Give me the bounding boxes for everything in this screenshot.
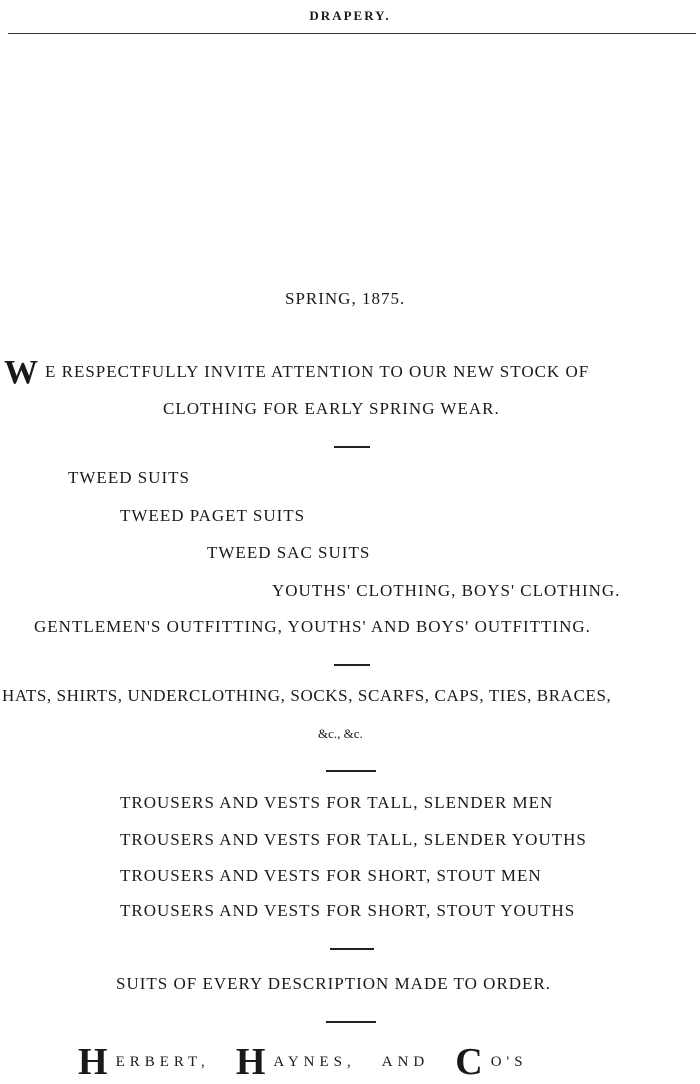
suit-line: TWEED SUITS	[68, 468, 190, 487]
date-line: SPRING, 1875.	[285, 289, 406, 308]
firm-name	[78, 1040, 528, 1084]
trousers-line: TROUSERS AND VESTS FOR SHORT, STOUT YOUTHS	[120, 901, 576, 920]
initial-h-herbert: H	[78, 1041, 108, 1083]
intro-second-line: CLOTHING FOR EARLY SPRING WEAR.	[163, 399, 500, 418]
and-text: AND	[381, 1054, 430, 1070]
intro-text: E RESPECTFULLY INVITE ATTENTION TO OUR NEW STOCK OF	[45, 362, 590, 381]
herbert-text: ERBERT,	[115, 1054, 210, 1070]
hats-line: HATS, SHIRTS, UNDERCLOTHING, SOCKS, SCARFS, CAPS, TIES, BRACES,	[2, 686, 612, 705]
divider	[326, 1021, 376, 1023]
suit-line: TWEED SAC SUITS	[207, 543, 371, 562]
divider	[326, 770, 376, 772]
drop-cap: W	[4, 354, 39, 391]
trousers-line: TROUSERS AND VESTS FOR TALL, SLENDER MEN	[120, 793, 554, 812]
intro-line	[4, 356, 589, 390]
header-rule	[8, 33, 696, 34]
initial-h-haynes: H	[235, 1041, 266, 1083]
suit-line: YOUTHS' CLOTHING, BOYS' CLOTHING.	[272, 581, 621, 600]
divider	[330, 948, 374, 950]
suit-line: GENTLEMEN'S OUTFITTING, YOUTHS' AND BOYS' OUTFITTING.	[34, 617, 591, 636]
co-text: O'S	[490, 1054, 528, 1070]
trousers-line: TROUSERS AND VESTS FOR TALL, SLENDER YOUTHS	[120, 830, 587, 849]
section-header: DRAPERY.	[309, 8, 391, 23]
made-to-order-line: SUITS OF EVERY DESCRIPTION MADE TO ORDER.	[116, 974, 552, 993]
etc-line: &c., &c.	[318, 726, 363, 741]
divider	[334, 664, 370, 666]
divider	[334, 446, 370, 448]
suit-line: TWEED PAGET SUITS	[120, 506, 306, 525]
trousers-line: TROUSERS AND VESTS FOR SHORT, STOUT MEN	[120, 866, 542, 885]
initial-c: C	[455, 1041, 483, 1083]
haynes-text: AYNES,	[273, 1054, 356, 1070]
